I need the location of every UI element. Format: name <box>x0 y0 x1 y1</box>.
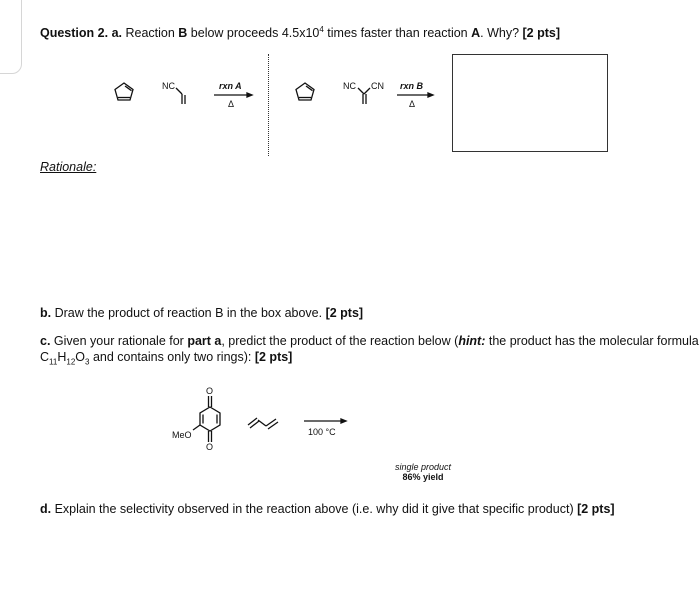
question-number: Question 2. <box>40 26 109 41</box>
rationale-label: Rationale: <box>40 160 97 174</box>
part-a-text-2: below proceeds 4.5x10 <box>187 26 320 41</box>
part-a-text-3: times faster than reaction <box>323 26 472 41</box>
conditions-label: 100 °C <box>308 427 336 437</box>
part-c-text-line-1 <box>40 333 699 349</box>
part-c-hint: hint: <box>458 334 486 348</box>
o-label-top: O <box>206 386 214 396</box>
acrylonitrile <box>176 88 185 104</box>
rxn-b-arrow <box>397 93 433 97</box>
cyclopentadiene-a <box>115 83 133 100</box>
part-c-bold-part-a: part a <box>187 334 222 348</box>
product-note-line-2: 86% yield <box>402 472 444 482</box>
part-c-text-1: Given your rationale for <box>50 334 188 348</box>
formula-o-sub: 3 <box>85 357 90 367</box>
product-note-line-1: single product <box>395 462 452 472</box>
part-a-label: a. <box>111 26 122 41</box>
part-d-label: d. <box>40 502 52 516</box>
cyclopentadiene-b <box>296 83 314 100</box>
part-c-text-2: , predict the product of the reaction below ( <box>221 334 459 348</box>
part-c-points: [2 pts] <box>254 350 293 364</box>
part-b-text <box>40 305 363 321</box>
part-d-body: Explain the selectivity observed in the reaction above (i.e. why did it give that specific product) <box>51 502 578 516</box>
o-label-bottom: O <box>206 442 214 452</box>
methoxy-benzoquinone <box>193 396 220 442</box>
product-note <box>395 462 451 482</box>
part-c-label: c. <box>40 334 51 348</box>
conditions-arrow <box>304 419 346 423</box>
formula-h: H <box>57 350 67 364</box>
delta-a-label: Δ <box>228 99 235 109</box>
butadiene <box>248 418 278 429</box>
rxn-b-label: rxn B <box>400 81 424 91</box>
part-d-points: [2 pts] <box>577 502 615 516</box>
part-a-text-4: . Why? <box>480 26 523 41</box>
nc-label-left: NC <box>162 81 175 91</box>
cn-label-right: CN <box>371 81 384 91</box>
formula-o: O <box>75 350 86 364</box>
part-b-body: Draw the product of reaction B in the box above. <box>51 306 326 320</box>
nc-label-right: NC <box>343 81 356 91</box>
part-c-text-4: and contains only two rings): <box>89 350 255 364</box>
part-c-text-line-2 <box>40 349 292 371</box>
part-a-text-1: Reaction <box>125 26 179 41</box>
rxn-a-arrow <box>214 93 252 97</box>
part-b-label: b. <box>40 306 52 320</box>
formula-h-sub: 12 <box>66 357 76 367</box>
formula-c-sub: 11 <box>49 357 58 367</box>
delta-b-label: Δ <box>409 99 416 109</box>
dicyanoethylene <box>358 88 370 104</box>
part-c-text-3: the product has the molecular formula <box>485 334 699 348</box>
scheme-divider <box>268 54 269 156</box>
part-d-text <box>40 501 615 517</box>
part-b-points: [2 pts] <box>325 306 364 320</box>
product-drawing-box[interactable] <box>452 54 608 152</box>
part-a-bold-b: B <box>178 26 188 41</box>
part-a-points: [2 pts] <box>522 26 561 41</box>
part-a-exponent: 4 <box>319 25 324 34</box>
formula-c: C <box>40 350 50 364</box>
rxn-a-label: rxn A <box>219 81 242 91</box>
meo-label: MeO <box>172 430 192 440</box>
part-a-bold-a: A <box>471 26 481 41</box>
